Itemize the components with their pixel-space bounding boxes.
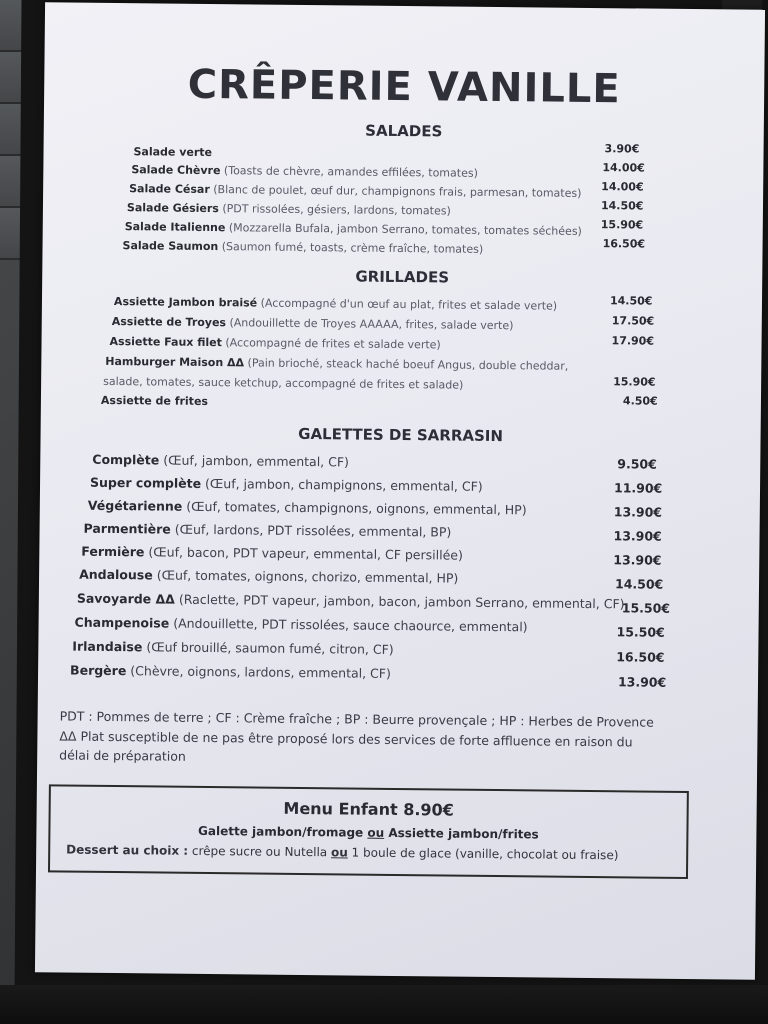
item-price: 14.50€: [600, 199, 644, 213]
kids-menu-dessert-choice: [66, 843, 618, 863]
item-name: Assiette Faux filet: [109, 334, 222, 350]
item-name: Salade César: [129, 182, 210, 196]
menu-item: [133, 145, 212, 159]
menu-item: [125, 220, 582, 238]
item-price: 16.50€: [602, 237, 646, 251]
item-price: 14.00€: [602, 161, 645, 175]
item-desc: (Œuf brouillé, saumon fumé, citron, CF): [146, 639, 394, 657]
menu-item: [88, 498, 527, 518]
item-price: 3.90€: [604, 142, 640, 156]
item-name: Super complète: [89, 474, 202, 491]
menu-item: [84, 521, 452, 540]
item-desc: (Andouillette de Troyes AAAAA, frites, salade verte): [229, 316, 514, 333]
menu-item: [72, 639, 394, 657]
menu-item: [114, 295, 557, 313]
restaurant-title: CRÊPERIE VANILLE: [187, 61, 621, 113]
or-connector: ou: [330, 845, 348, 860]
item-price: 11.90€: [613, 480, 663, 496]
or-connector: ou: [367, 825, 385, 840]
menu-sheet: [35, 2, 765, 979]
dessert-label: Dessert au choix :: [66, 842, 189, 858]
item-desc: (Toasts de chèvre, amandes effilées, tomates): [223, 164, 478, 180]
item-price: 15.50€: [621, 600, 671, 616]
item-name: Hamburger Maison ΔΔ: [105, 354, 245, 370]
kids-option-galette: Galette jambon/fromage: [197, 823, 368, 840]
section-title-grillades: GRILLADES: [355, 267, 450, 287]
item-desc: (Œuf, lardons, PDT rissolées, emmental, BP): [174, 521, 452, 540]
item-desc: (Accompagné de frites et salade verte): [225, 336, 441, 352]
item-name: Assiette de frites: [100, 393, 209, 408]
item-desc: (Pain brioché, steack haché boeuf Angus, double cheddar,: [247, 356, 569, 373]
item-price: 13.90€: [613, 504, 663, 520]
menu-item: [105, 355, 568, 373]
item-desc: (Accompagné d'un œuf au plat, frites et salade verte): [260, 296, 558, 313]
menu-item: [112, 315, 514, 332]
menu-item: [75, 615, 528, 635]
section-title-galettes: GALETTES DE SARRASIN: [298, 424, 504, 446]
item-desc: (Œuf, tomates, champignons, oignons, emmental, HP): [186, 498, 527, 518]
item-desc: salade, tomates, sauce ketchup, accompagné de frites et salade): [103, 374, 464, 392]
dessert-option-crepe: crêpe sucre ou Nutella: [188, 843, 332, 860]
item-desc: (Œuf, jambon, champignons, emmental, CF): [205, 475, 483, 494]
item-desc: (Œuf, jambon, emmental, CF): [163, 452, 350, 470]
item-price: 4.50€: [622, 394, 658, 408]
item-price: 13.90€: [617, 674, 667, 690]
item-name: Andalouse: [79, 566, 153, 583]
item-name: Fermière: [81, 543, 145, 560]
menu-item-continued: [103, 375, 463, 392]
item-name: Irlandaise: [72, 638, 143, 655]
item-desc: (Mozzarella Bufala, jambon Serrano, tomates, tomates séchées): [228, 221, 582, 238]
menu-item: [129, 182, 581, 200]
dessert-option-glace: 1 boule de glace (vanille, chocolat ou fraise): [347, 845, 619, 863]
item-desc: (Œuf, tomates, oignons, chorizo, emmental, HP): [156, 567, 459, 586]
menu-item: [122, 239, 483, 256]
item-name: Salade Chèvre: [131, 163, 221, 178]
menu-item: [92, 452, 349, 470]
availability-warning: ΔΔ Plat susceptible de ne pas être proposé lors des services de forte affluence en raison du: [59, 728, 633, 750]
item-desc: (PDT rissolées, gésiers, lardons, tomates): [222, 202, 451, 218]
item-name: Bergère: [70, 662, 127, 679]
menu-item: [127, 201, 451, 217]
item-name: Savoyarde ΔΔ: [76, 590, 175, 607]
folder-bottom-edge: [0, 985, 768, 1024]
kids-menu-title: Menu Enfant 8.90€: [283, 798, 454, 820]
item-price: 15.90€: [613, 375, 656, 389]
item-price: 15.50€: [616, 624, 665, 640]
item-name: Assiette Jambon braisé: [113, 294, 258, 310]
item-price: 13.90€: [613, 552, 662, 568]
item-desc: (Chèvre, oignons, lardons, emmental, CF): [130, 663, 391, 681]
item-name: Salade Saumon: [122, 239, 219, 254]
item-desc: (Andouillette, PDT rissolées, sauce chaource, emmental): [173, 615, 528, 635]
item-name: Champenoise: [74, 614, 170, 631]
menu-item: [101, 394, 208, 408]
item-desc: (Raclette, PDT vapeur, jambon, bacon, jambon Serrano, emmental, CF): [178, 591, 625, 612]
availability-warning-continued: délai de préparation: [59, 747, 186, 764]
item-name: Végétarienne: [87, 497, 183, 514]
abbreviation-legend: PDT : Pommes de terre ; CF : Crème fraîche ; BP : Beurre provençale ; HP : Herbes de Provence: [59, 708, 654, 730]
item-desc: (Œuf, bacon, PDT vapeur, emmental, CF persillée): [148, 544, 463, 563]
item-price: 17.90€: [611, 334, 655, 348]
menu-item: [70, 663, 391, 681]
item-price: 17.50€: [611, 314, 655, 328]
item-desc: (Saumon fumé, toasts, crème fraîche, tomates): [221, 240, 484, 256]
item-name: Salade verte: [133, 145, 213, 160]
menu-item: [131, 163, 478, 180]
item-name: Salade Gésiers: [126, 201, 219, 216]
item-price: 9.50€: [617, 456, 657, 472]
section-title-salades: SALADES: [365, 121, 443, 141]
kids-menu-box: [48, 784, 689, 879]
menu-item: [79, 567, 458, 586]
item-desc: (Blanc de poulet, œuf dur, champignons frais, parmesan, tomates): [213, 183, 582, 200]
item-price: 13.90€: [613, 528, 662, 544]
item-name: Salade Italienne: [124, 220, 226, 235]
item-name: Parmentière: [83, 520, 171, 537]
item-name: Complète: [92, 451, 160, 468]
item-price: 16.50€: [616, 649, 665, 665]
menu-item: [90, 475, 483, 494]
menu-item: [77, 591, 625, 612]
menu-item: [81, 544, 463, 563]
item-price: 14.00€: [601, 180, 644, 194]
kids-menu-main-choice: [50, 822, 686, 843]
kids-option-assiette: Assiette jambon/frites: [384, 825, 539, 842]
item-price: 14.50€: [614, 576, 664, 592]
item-price: 15.90€: [600, 218, 644, 232]
menu-item: [109, 335, 440, 351]
item-price: 14.50€: [609, 294, 653, 308]
item-name: Assiette de Troyes: [111, 314, 227, 330]
